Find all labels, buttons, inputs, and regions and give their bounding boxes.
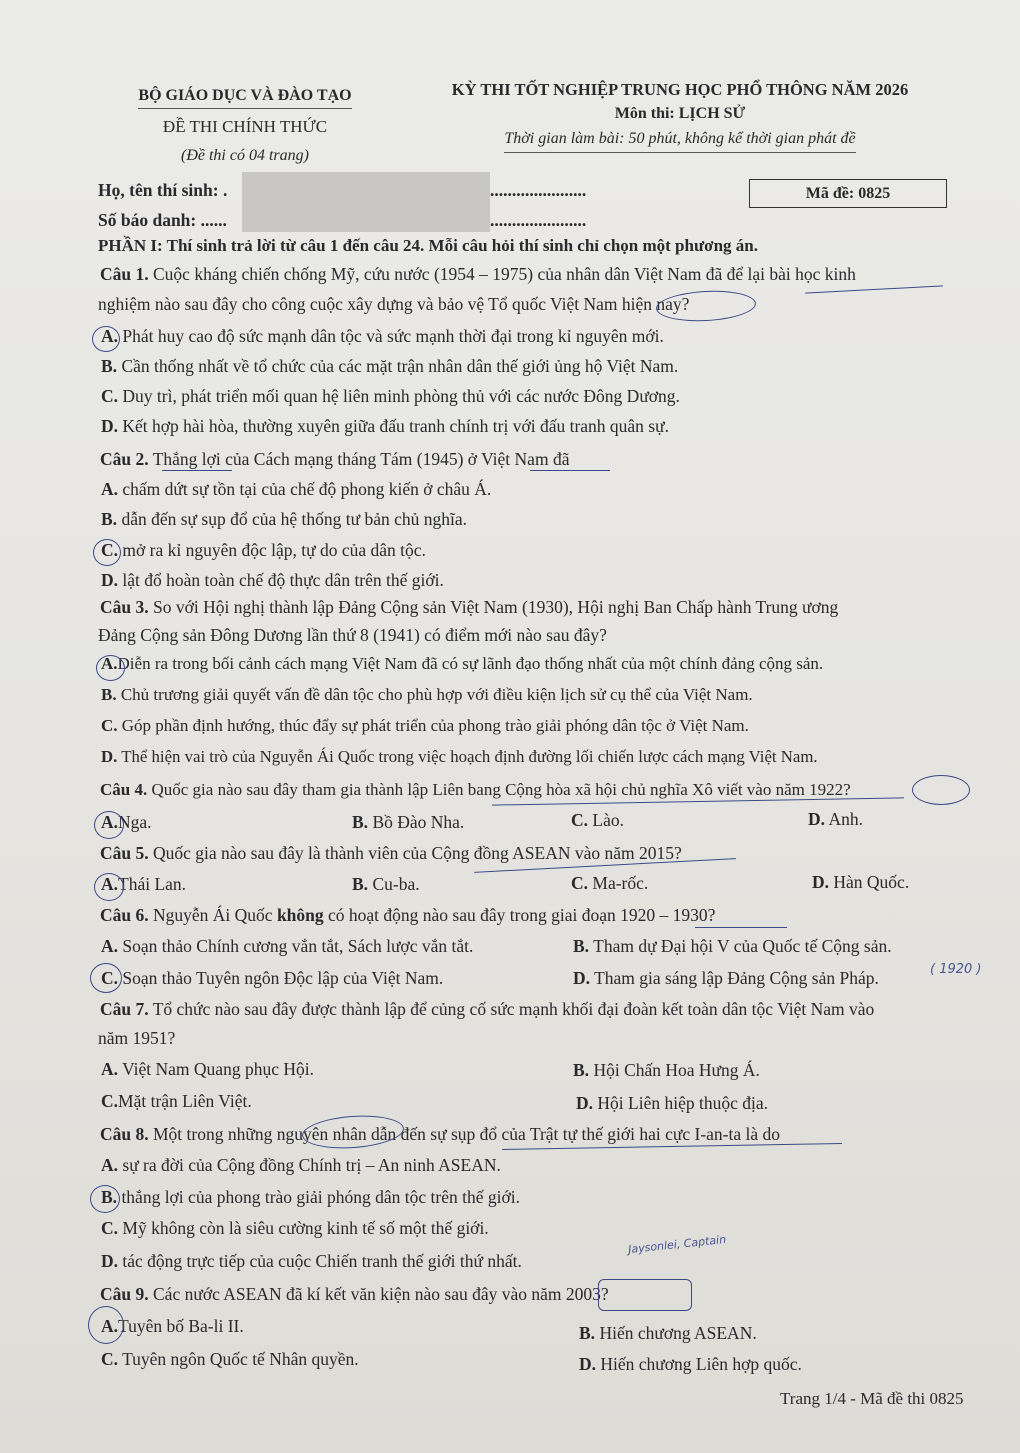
q8-option-d: tác động trực tiếp của cuộc Chiến tranh thế giới thứ nhất. — [122, 1251, 522, 1271]
pen-box-q9-year — [598, 1279, 692, 1311]
pen-circle-q3-a — [96, 655, 125, 681]
q2-line-1: Thắng lợi của Cách mạng tháng Tám (1945) ở Việt Nam đã — [152, 449, 570, 469]
q4-option-c: Lào. — [592, 810, 624, 830]
q2-option-c: mở ra kỉ nguyên độc lập, tự do của dân tộc. — [122, 540, 426, 560]
q2-option-a-key: A. — [101, 479, 119, 499]
q5-option-a: Thái Lan. — [118, 874, 187, 894]
pen-circle-q8-b — [90, 1185, 120, 1213]
id-label: Số báo danh: ...... — [98, 210, 227, 230]
q8-option-a-key: A. — [101, 1155, 119, 1175]
q5-option-c-key: C. — [571, 873, 589, 893]
pen-circle-q5-a — [94, 873, 124, 901]
q4-number: Câu 4. — [100, 780, 148, 799]
q1-line-1: Cuộc kháng chiến chống Mỹ, cứu nước (1954 – 1975) của nhân dân Việt Nam đã để lại bài học kinh — [153, 264, 856, 284]
q7-option-d-key: D. — [576, 1093, 594, 1113]
q6-option-b: Tham dự Đại hội V của Quốc tế Cộng sản. — [593, 936, 892, 956]
q3-option-c: Góp phần định hướng, thúc đẩy sự phát triển của phong trào giải phóng dân tộc ở Việt Nam. — [121, 716, 749, 735]
q9-option-c-key: C. — [101, 1349, 119, 1369]
exam-title: KỲ THI TỐT NGHIỆP TRUNG HỌC PHỔ THÔNG NĂM 2026 — [451, 80, 909, 99]
q3-option-d: Thể hiện vai trò của Nguyễn Ái Quốc trong việc hoạch định đường lối chiến lược cách mạng Việt Nam. — [121, 747, 818, 766]
q6-option-c-key: C. — [101, 968, 119, 988]
q9-option-b-key: B. — [579, 1323, 596, 1343]
q1-line-2: nghiệm nào sau đây cho công cuộc xây dựng và bảo vệ Tổ quốc Việt Nam hiện nay? — [98, 294, 690, 314]
pen-circle-q4-a — [94, 811, 124, 839]
q3-number: Câu 3. — [100, 597, 149, 617]
q1-option-d: Kết hợp hài hòa, thường xuyên giữa đấu tranh chính trị với đấu tranh quân sự. — [122, 416, 669, 436]
q4-option-c-key: C. — [571, 810, 589, 830]
q8-line-1: Một trong những nguyên nhân dẫn đến sự sụp đổ của Trật tự thế giới hai cực I-an-ta là do — [153, 1124, 781, 1144]
q3-option-a: Diễn ra trong bối cảnh cách mạng Việt Nam đã có sự lãnh đạo thống nhất của một chính đảng cộng sản. — [117, 654, 824, 673]
q8-option-a: sự ra đời của Cộng đồng Chính trị – An ninh ASEAN. — [122, 1155, 501, 1175]
q8-number: Câu 8. — [100, 1124, 149, 1144]
pen-underline-q6 — [695, 927, 787, 928]
q5-option-d-key: D. — [812, 872, 830, 892]
q7-line-2: năm 1951? — [98, 1028, 176, 1048]
q5-number: Câu 5. — [100, 843, 149, 863]
q5-option-b-key: B. — [352, 874, 369, 894]
q3-option-a-key: A. — [101, 654, 118, 673]
q7-option-b: Hội Chấn Hoa Hưng Á. — [593, 1060, 760, 1080]
q7-line-1: Tổ chức nào sau đây được thành lập để củng cố sức mạnh khối đại đoàn kết toàn dân tộc Việt Nam vào — [152, 999, 875, 1019]
q2-option-d-key: D. — [101, 570, 119, 590]
q1-option-b: Cần thống nhất về tổ chức của các mặt trận nhân dân thế giới ủng hộ Việt Nam. — [121, 356, 679, 376]
q6-option-b-key: B. — [573, 936, 590, 956]
q6-text-bold: không — [276, 905, 324, 925]
q1-option-b-key: B. — [101, 356, 118, 376]
page-footer: Trang 1/4 - Mã đề thi 0825 — [780, 1389, 964, 1408]
q8-option-d-key: D. — [101, 1251, 119, 1271]
pen-circle-q8-cause — [301, 1112, 405, 1151]
pen-circle-q1-a — [92, 326, 120, 352]
pen-circle-q6-c — [90, 963, 122, 993]
q3-option-b: Chủ trương giải quyết vấn đề dân tộc cho phù hợp với điều kiện lịch sử cụ thể của Việt Nam. — [120, 685, 753, 704]
q1-option-c-key: C. — [101, 386, 119, 406]
q2-option-a: chấm dứt sự tồn tại của chế độ phong kiến ở châu Á. — [122, 479, 492, 499]
q3-line-1: So với Hội nghị thành lập Đảng Cộng sản Việt Nam (1930), Hội nghị Ban Chấp hành Trung ương — [153, 597, 839, 617]
q7-option-a-key: A. — [101, 1059, 119, 1079]
q4-option-b: Bồ Đào Nha. — [372, 812, 465, 832]
q3-line-2: Đảng Cộng sản Đông Dương lần thứ 8 (1941) có điểm mới nào sau đây? — [98, 625, 607, 645]
part-1-heading: PHẦN I: Thí sinh trả lời từ câu 1 đến câu 24. Mỗi câu hỏi thí sinh chỉ chọn một phương án. — [98, 236, 758, 255]
q6-text-post: có hoạt động nào sau đây trong giai đoạn 1920 – 1930? — [323, 905, 716, 925]
q2-option-b: dẫn đến sự sụp đổ của hệ thống tư bản chủ nghĩa. — [121, 509, 468, 529]
q3-option-b-key: B. — [101, 685, 117, 704]
q9-option-a: Tuyên bố Ba-li II. — [118, 1316, 244, 1336]
q7-option-b-key: B. — [573, 1060, 590, 1080]
q6-option-a: Soạn thảo Chính cương vắn tắt, Sách lược vắn tắt. — [122, 936, 474, 956]
q1-option-c: Duy trì, phát triển mối quan hệ liên minh phòng thủ với các nước Đông Dương. — [122, 386, 680, 406]
q1-option-a-key: A. — [101, 326, 119, 346]
pen-underline-q2b — [530, 470, 610, 471]
q4-line-1: Quốc gia nào sau đây tham gia thành lập Liên bang Cộng hòa xã hội chủ nghĩa Xô viết vào năm 1922? — [151, 780, 851, 799]
q9-option-d: Hiến chương Liên hợp quốc. — [600, 1354, 802, 1374]
q6-option-d-key: D. — [573, 968, 591, 988]
name-label: Họ, tên thí sinh: . — [98, 180, 228, 200]
pen-underline-q2 — [162, 470, 232, 471]
q2-number: Câu 2. — [100, 449, 149, 469]
ministry-name: BỘ GIÁO DỤC VÀ ĐÀO TẠO — [138, 84, 351, 109]
subject-line: Môn thi: LỊCH SỬ — [614, 105, 746, 122]
q6-option-a-key: A. — [101, 936, 119, 956]
time-line: Thời gian làm bài: 50 phút, không kể thời gian phát đề — [504, 126, 855, 153]
q6-option-d: Tham gia sáng lập Đảng Cộng sản Pháp. — [594, 968, 879, 988]
q8-option-c-key: C. — [101, 1218, 119, 1238]
name-dots: ...................... — [490, 180, 587, 200]
q5-line-1: Quốc gia nào sau đây là thành viên của Cộng đồng ASEAN vào năm 2015? — [153, 843, 682, 863]
q6-number: Câu 6. — [100, 905, 149, 925]
q8-option-b-key: B. — [101, 1187, 118, 1207]
q9-option-d-key: D. — [579, 1354, 597, 1374]
q3-option-c-key: C. — [101, 716, 118, 735]
official-label: ĐỀ THI CHÍNH THỨC — [162, 117, 328, 136]
q5-option-a-key: A. — [101, 874, 119, 894]
q8-option-c: Mỹ không còn là siêu cường kinh tế số một thế giới. — [122, 1218, 489, 1238]
q2-option-c-key: C. — [101, 540, 119, 560]
q5-option-b: Cu-ba. — [372, 874, 420, 894]
q4-option-d: Anh. — [828, 809, 863, 829]
q9-option-c: Tuyên ngôn Quốc tế Nhân quyền. — [122, 1349, 359, 1369]
handwritten-note-1920: ( 1920 ) — [930, 962, 982, 977]
q6-text-pre: Nguyễn Ái Quốc — [153, 905, 277, 925]
q1-number: Câu 1. — [100, 264, 149, 284]
q5-option-d: Hàn Quốc. — [833, 872, 910, 892]
q5-option-c: Ma-rốc. — [592, 873, 649, 893]
q7-option-c-key: C. — [101, 1091, 119, 1111]
q4-option-a: Nga. — [118, 812, 152, 832]
q7-number: Câu 7. — [100, 999, 149, 1019]
q4-option-b-key: B. — [352, 812, 369, 832]
id-dots: ...................... — [490, 210, 587, 230]
q9-line-1: Các nước ASEAN đã kí kết văn kiện nào sau đây vào năm 2003? — [153, 1284, 609, 1304]
q2-option-d: lật đổ hoàn toàn chế độ thực dân trên thế giới. — [122, 570, 444, 590]
pen-circle-q4-year — [912, 775, 970, 805]
handwritten-note-q8: Jaysonlei, Captain — [627, 1232, 727, 1257]
q1-option-d-key: D. — [101, 416, 119, 436]
pen-circle-q9-a — [88, 1306, 124, 1344]
redaction-block — [242, 172, 490, 232]
q3-option-d-key: D. — [101, 747, 118, 766]
q7-option-d: Hội Liên hiệp thuộc địa. — [597, 1093, 768, 1113]
q7-option-a: Việt Nam Quang phục Hội. — [122, 1059, 314, 1079]
q2-option-b-key: B. — [101, 509, 118, 529]
pages-note: (Đề thi có 04 trang) — [181, 147, 309, 164]
q4-option-a-key: A. — [101, 812, 119, 832]
header-left — [100, 84, 390, 169]
pen-underline-q1 — [805, 285, 943, 293]
q9-option-b: Hiến chương ASEAN. — [599, 1323, 757, 1343]
q9-option-a-key: A. — [101, 1316, 119, 1336]
exam-code-box: Mã đề: 0825 — [749, 179, 947, 208]
q6-option-c: Soạn thảo Tuyên ngôn Độc lập của Việt Nam. — [122, 968, 444, 988]
q9-number: Câu 9. — [100, 1284, 149, 1304]
q7-option-c: Mặt trận Liên Việt. — [118, 1091, 252, 1111]
q4-option-d-key: D. — [808, 809, 826, 829]
header-right — [405, 78, 955, 153]
q8-option-b: thắng lợi của phong trào giải phóng dân tộc trên thế giới. — [121, 1187, 520, 1207]
q1-option-a: Phát huy cao độ sức mạnh dân tộc và sức mạnh thời đại trong kỉ nguyên mới. — [122, 326, 664, 346]
pen-circle-q2-c — [93, 539, 121, 566]
